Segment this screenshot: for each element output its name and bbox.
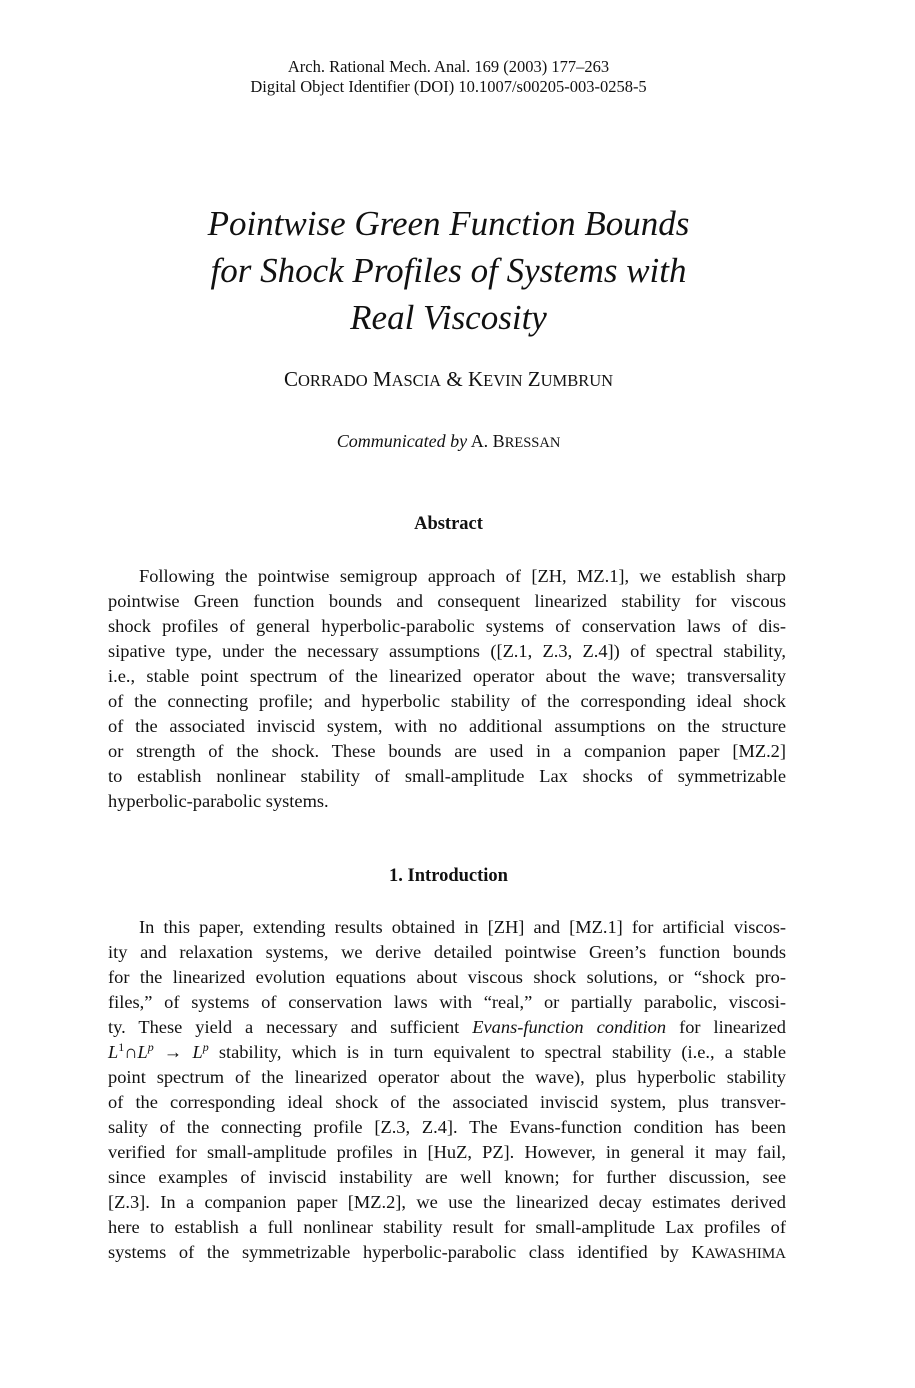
author-2-first-rest: EVIN bbox=[483, 371, 523, 390]
abstract-line: shock profiles of general hyperbolic-parabolic systems of conservation laws of dis- bbox=[108, 616, 786, 636]
editor-name-initial: A. B bbox=[470, 431, 505, 451]
abstract-line: of the connecting profile; and hyperbolic stability of the corresponding ideal shock bbox=[108, 691, 786, 711]
intro-line: verified for small-amplitude profiles in [HuZ, PZ]. However, in general it may fail, bbox=[108, 1142, 786, 1162]
communicated-by bbox=[0, 429, 897, 455]
intro-line: In this paper, extending results obtained in [ZH] and [MZ.1] for artificial viscos- bbox=[139, 917, 786, 937]
intro-line: files,” of systems of conservation laws with “real,” or partially parabolic, viscosi- bbox=[108, 992, 786, 1012]
author-list bbox=[0, 366, 897, 394]
abstract-heading: Abstract bbox=[414, 514, 483, 534]
author-1-first-rest: ORRADO bbox=[297, 371, 368, 390]
author-conjunction: & bbox=[446, 367, 463, 391]
journal-citation: Arch. Rational Mech. Anal. 169 (2003) 177–263 bbox=[287, 57, 610, 76]
abstract-line: sipative type, under the necessary assumptions ([Z.1, Z.3, Z.4]) of spectral stability, bbox=[108, 641, 786, 661]
intro-line bbox=[108, 1240, 786, 1267]
title-line: Real Viscosity bbox=[350, 298, 547, 337]
intro-text: systems of the symmetrizable hyperbolic-parabolic class identified by K bbox=[108, 1242, 705, 1262]
math-arrow: → bbox=[153, 1042, 193, 1062]
abstract-line: pointwise Green function bounds and consequent linearized stability for viscous bbox=[108, 591, 786, 611]
math-superscript: p bbox=[147, 1040, 154, 1054]
communicated-label: Communicated by bbox=[336, 431, 468, 451]
intro-line: here to establish a full nonlinear stability result for small-amplitude Lax profiles of bbox=[108, 1217, 786, 1237]
abstract-line: to establish nonlinear stability of small-amplitude Lax shocks of symmetrizable bbox=[108, 766, 786, 786]
intro-text: stability, which is in turn equivalent to spectral stability (i.e., a stable bbox=[208, 1042, 786, 1062]
math-L: L bbox=[137, 1042, 148, 1062]
math-superscript: 1 bbox=[118, 1040, 125, 1054]
math-L: L bbox=[108, 1042, 119, 1062]
intro-line: since examples of inviscid instability are well known; for further discussion, see bbox=[108, 1167, 786, 1187]
intro-line bbox=[108, 1015, 786, 1040]
intro-line: [Z.3]. In a companion paper [MZ.2], we use the linearized decay estimates derived bbox=[108, 1192, 786, 1212]
intro-line: point spectrum of the linearized operator about the wave), plus hyperbolic stability bbox=[108, 1067, 786, 1087]
title-line: for Shock Profiles of Systems with bbox=[210, 251, 687, 290]
kawashima-name: AWASHIMA bbox=[704, 1246, 786, 1262]
abstract-line: hyperbolic-parabolic systems. bbox=[108, 791, 329, 811]
author-1-last-initial: M bbox=[372, 367, 392, 391]
introduction-body bbox=[108, 915, 786, 1267]
abstract-line: of the associated inviscid system, with no additional assumptions on the structure bbox=[108, 716, 786, 736]
math-L: L bbox=[192, 1042, 203, 1062]
author-2-first-initial: K bbox=[467, 367, 484, 391]
title-line: Pointwise Green Function Bounds bbox=[207, 204, 690, 243]
journal-header bbox=[0, 57, 897, 97]
abstract-line: i.e., stable point spectrum of the linearized operator about the wave; transversality bbox=[108, 666, 786, 686]
math-superscript: p bbox=[202, 1040, 209, 1054]
author-2-last-rest: UMBRUN bbox=[540, 371, 614, 390]
intro-line: sality of the connecting profile [Z.3, Z.4]. The Evans-function condition has been bbox=[108, 1117, 786, 1137]
intro-text: ty. These yield a necessary and sufficient bbox=[108, 1017, 473, 1037]
intro-line bbox=[108, 1040, 786, 1065]
math-intersection: ∩ bbox=[124, 1042, 138, 1062]
author-1-first-initial: C bbox=[283, 367, 298, 391]
abstract-line: or strength of the shock. These bounds are used in a companion paper [MZ.2] bbox=[108, 741, 786, 761]
intro-line: of the corresponding ideal shock of the associated inviscid system, plus transver- bbox=[108, 1092, 786, 1112]
intro-line: ity and relaxation systems, we derive detailed pointwise Green’s function bounds bbox=[108, 942, 786, 962]
doi-line: Digital Object Identifier (DOI) 10.1007/s00205-003-0258-5 bbox=[250, 77, 647, 96]
abstract-line: Following the pointwise semigroup approach of [ZH, MZ.1], we establish sharp bbox=[139, 566, 786, 586]
abstract-body bbox=[108, 564, 786, 814]
introduction-heading: 1. Introduction bbox=[389, 866, 508, 886]
author-1-last-rest: ASCIA bbox=[391, 371, 442, 390]
author-2-last-initial: Z bbox=[527, 367, 541, 391]
intro-line: for the linearized evolution equations about viscous shock solutions, or “shock pro- bbox=[108, 967, 786, 987]
paper-title bbox=[0, 200, 897, 341]
editor-name-rest: RESSAN bbox=[504, 435, 561, 451]
intro-text: for linearized bbox=[666, 1017, 786, 1037]
evans-function-term: Evans-function condition bbox=[472, 1017, 667, 1037]
